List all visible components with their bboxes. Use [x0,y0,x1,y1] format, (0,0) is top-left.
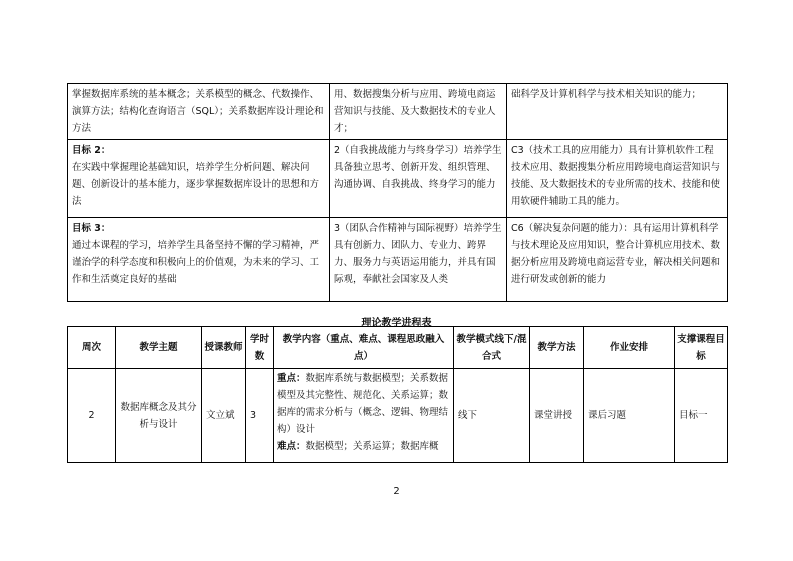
competency [507,140,728,218]
objective-row [68,84,728,140]
schedule-row [68,369,728,463]
competency [507,218,728,302]
graduation-requirement [330,84,507,140]
schedule-title: 理论教学进程表 [361,318,432,329]
key-point-label: 重点： [277,373,306,384]
content-difficulty [277,438,450,455]
header-content: 教学内容（重点、难点、课程思政融入点） [274,327,454,369]
cell-topic: 数据库概念及其分析与设计 [116,369,202,463]
cell-teacher: 文立斌 [202,369,246,463]
header-teacher: 授课教师 [202,327,246,369]
competency-text: 础科学及计算机科学与技术相关知识的能力； [511,89,702,100]
competency-text: C3（技术工具的应用能力）具有计算机软件工程技术应用、数据搜集分析应用跨境电商运营知识与技能、及大数据技术的专业所需的技术、技能和使用软硬件辅助工具的能力。 [511,145,721,207]
cell-content [274,369,454,463]
header-hours: 学时数 [246,327,274,369]
key-point-text: 数据库系统与数据模型；关系数据模型及其完整性、规范化、关系运算；数据库的需求分析与（概念、逻辑、物理结构）设计 [277,373,449,435]
page-number: 2 [393,486,400,497]
objective-description [68,84,330,140]
schedule-header-row [68,327,728,369]
requirement-text: 2（自我挑战能力与终身学习）培养学生具备独立思考、创新开发、组织管理、沟通协调、自我挑战、终身学习的能力 [334,145,502,190]
competency [507,84,728,140]
objective-text: 掌握数据库系统的基本概念；关系模型的概念、代数操作、演算方法；结构化查询语言（SQL）；关系数据库设计理论和方法 [72,89,324,134]
objective-row [68,218,728,302]
header-mode: 教学模式线下/混合式 [454,327,530,369]
requirement-text: 用、数据搜集分析与应用、跨境电商运营知识与技能、及大数据技术的专业人才； [334,89,496,134]
header-week: 周次 [68,327,116,369]
difficulty-text: 数据模型；关系运算；数据库概 [305,441,439,452]
header-homework: 作业安排 [584,327,675,369]
cell-homework: 课后习题 [584,369,675,463]
cell-hours: 3 [246,369,274,463]
course-objectives-table [67,83,728,302]
teaching-schedule-table [67,326,728,463]
cell-support: 目标一 [675,369,728,463]
header-support: 支撑课程目标 [675,327,728,369]
objective-row [68,140,728,218]
objective-text: 在实践中掌握理论基础知识，培养学生分析问题、解决问题、创新设计的基本能力，逐步掌握数据库设计的思想和方法 [72,162,320,207]
content-key-point [277,370,450,438]
graduation-requirement [330,140,507,218]
requirement-text: 3（团队合作精神与国际视野）培养学生具有创新力、团队力、专业力、跨界力、服务力与英语运用能力，并具有国际观，奉献社会国家及人类 [334,223,502,285]
difficulty-label: 难点： [277,441,306,452]
objective-title: 目标 2： [72,145,111,156]
cell-method: 课堂讲授 [530,369,584,463]
header-method: 教学方法 [530,327,584,369]
objective-description [68,140,330,218]
cell-mode: 线下 [454,369,530,463]
graduation-requirement [330,218,507,302]
competency-text: C6（解决复杂问题的能力）：具有运用计算机科学与技术理论及应用知识，整合计算机应用技术、数据分析应用及跨境电商运营专业，解决相关问题和进行研发或创新的能力 [511,223,721,285]
cell-week: 2 [68,369,116,463]
objective-title: 目标 3： [72,223,111,234]
objective-text: 通过本课程的学习，培养学生具备坚持不懈的学习精神，严谨治学的科学态度和积极向上的价值观，为未来的学习、工作和生活奠定良好的基础 [72,240,320,285]
header-topic: 教学主题 [116,327,202,369]
objective-description [68,218,330,302]
